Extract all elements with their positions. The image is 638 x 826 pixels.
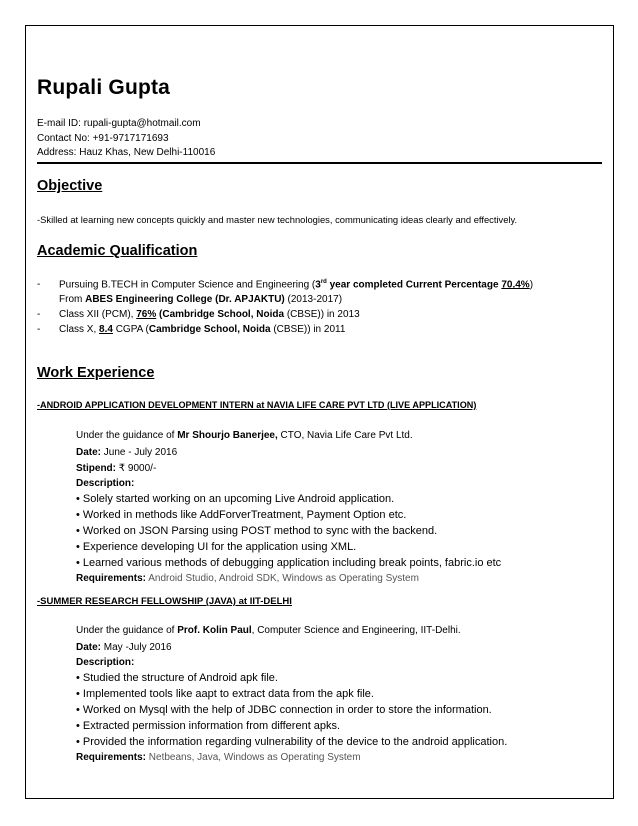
college-years: (2013-2017)	[284, 294, 343, 305]
job-guidance	[76, 430, 413, 441]
guide-role: CTO, Navia Life Care Pvt Ltd.	[277, 430, 413, 441]
academic-item-xii	[59, 309, 360, 320]
description-bullet: • Experience developing UI for the application using XML.	[76, 541, 357, 553]
guidance-text: Under the guidance of	[76, 625, 178, 636]
x-board: (CBSE)) in 2011	[270, 324, 346, 335]
btech-close: )	[529, 279, 534, 291]
candidate-name: Rupali Gupta	[37, 76, 171, 99]
item-dash: -	[37, 309, 41, 320]
x-cgpa: CGPA (	[112, 324, 149, 335]
description-bullet: • Worked in methods like AddForverTreatment, Payment Option etc.	[76, 509, 407, 521]
requirements-label: Requirements:	[76, 752, 147, 763]
academic-item-college	[59, 294, 342, 305]
date-value: May -July 2016	[101, 642, 172, 653]
description-bullet: • Solely started working on an upcoming Live Android application.	[76, 493, 395, 505]
x-school: Cambridge School, Noida	[148, 324, 271, 335]
description-label: Description:	[76, 478, 135, 489]
btech-text: Pursuing B.TECH in Computer Science and Engineering (	[59, 279, 316, 291]
description-label: Description:	[76, 657, 135, 668]
header-divider	[37, 162, 602, 164]
address-label: Address:	[37, 147, 77, 158]
job-date	[76, 642, 172, 653]
description-bullet: • Provided the information regarding vulnerability of the device to the android application.	[76, 736, 508, 748]
item-dash: -	[37, 279, 41, 290]
guide-role: , Computer Science and Engineering, IIT-Delhi.	[251, 625, 461, 636]
academic-item-btech	[59, 279, 533, 290]
job-title: -ANDROID APPLICATION DEVELOPMENT INTERN at NAVIA LIFE CARE PVT LTD (LIVE APPLICATION)	[37, 400, 477, 410]
description-bullet: • Studied the structure of Android apk file.	[76, 672, 278, 684]
academic-item	[37, 279, 40, 290]
stipend-value: ₹ 9000/-	[116, 463, 157, 474]
contact-value: +91-9717171693	[92, 133, 169, 144]
stipend-label: Stipend:	[76, 463, 116, 474]
email-label: E-mail ID:	[37, 118, 81, 129]
xii-school: (Cambridge School, Noida	[159, 309, 285, 320]
academic-item-x	[59, 324, 345, 335]
requirements-label: Requirements:	[76, 573, 147, 584]
job-requirements	[76, 752, 361, 763]
job-title: -SUMMER RESEARCH FELLOWSHIP (JAVA) at IIT-DELHI	[37, 596, 292, 607]
btech-mid-text: year completed Current Percentage	[326, 279, 502, 291]
job-requirements	[76, 573, 419, 584]
description-bullet: • Worked on Mysql with the help of JDBC connection in order to store the information.	[76, 704, 492, 716]
btech-percentage: 70.4%	[501, 279, 530, 291]
guide-name: Mr Shourjo Banerjee,	[177, 430, 278, 441]
academic-heading: Academic Qualification	[37, 243, 198, 259]
guide-name: Prof. Kolin Paul	[177, 625, 252, 636]
xii-text: Class XII (PCM),	[59, 309, 137, 320]
x-score: 8.4	[99, 324, 113, 335]
requirements-value: Android Studio, Android SDK, Windows as Operating System	[146, 573, 419, 584]
email-line	[37, 118, 201, 129]
address-line	[37, 147, 215, 158]
college-from: From	[59, 294, 86, 305]
email-value: rupali-gupta@hotmail.com	[83, 118, 201, 129]
address-value: Hauz Khas, New Delhi-110016	[79, 147, 216, 158]
academic-item	[37, 309, 40, 320]
objective-text: -Skilled at learning new concepts quickly and master new technologies, communicating ideas clearly and effectively.	[37, 214, 518, 225]
college-name: ABES Engineering College (Dr. APJAKTU)	[85, 294, 285, 305]
resume-page	[25, 25, 614, 799]
date-label: Date:	[76, 447, 102, 458]
job-date	[76, 447, 177, 458]
academic-item	[37, 324, 40, 335]
xii-score: 76%	[136, 309, 157, 320]
date-value: June - July 2016	[101, 447, 178, 458]
btech-year: 3	[315, 279, 321, 291]
guidance-text: Under the guidance of	[76, 430, 178, 441]
requirements-value: Netbeans, Java, Windows as Operating System	[146, 752, 361, 763]
xii-board: (CBSE)) in 2013	[284, 309, 360, 320]
description-bullet: • Extracted permission information from different apks.	[76, 720, 341, 732]
job-guidance	[76, 625, 461, 636]
date-label: Date:	[76, 642, 102, 653]
description-bullet: • Worked on JSON Parsing using POST method to sync with the backend.	[76, 525, 438, 537]
description-bullet: • Learned various methods of debugging application including break points, fabric.io etc	[76, 557, 502, 569]
btech-year-suffix: rd	[320, 279, 327, 285]
objective-heading: Objective	[37, 178, 103, 194]
work-heading: Work Experience	[37, 365, 155, 381]
job-stipend	[76, 463, 156, 474]
contact-line	[37, 133, 169, 144]
x-text: Class X,	[59, 324, 100, 335]
item-dash: -	[37, 324, 41, 335]
description-bullet: • Implemented tools like aapt to extract data from the apk file.	[76, 688, 374, 700]
contact-label: Contact No:	[37, 133, 90, 144]
